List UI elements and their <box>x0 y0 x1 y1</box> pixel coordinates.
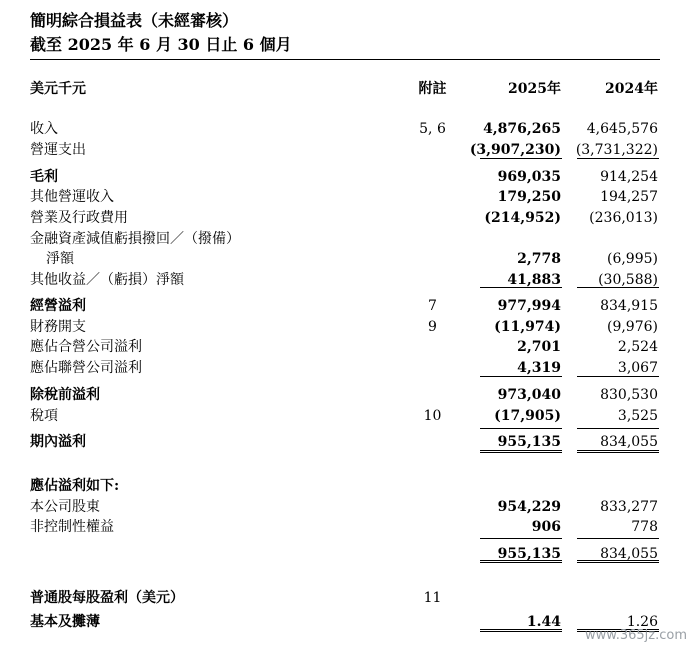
value-2025: 1.44 <box>526 614 561 630</box>
value-2024: (6,995) <box>606 251 658 267</box>
table-row <box>0 208 693 228</box>
value-2025: 969,035 <box>497 169 561 185</box>
value-2025: 4,876,265 <box>483 121 561 137</box>
row-label: 應佔聯營公司溢利 <box>30 360 142 376</box>
row-label: 經營溢利 <box>30 298 86 314</box>
row-label: 淨額 <box>46 251 74 267</box>
row-label: 其他收益／（虧損）淨額 <box>30 272 184 288</box>
watermark: www.365jz.com <box>585 628 687 643</box>
row-label: 營運支出 <box>30 142 86 158</box>
value-2025: (11,974) <box>494 319 561 335</box>
row-label: 營業及行政費用 <box>30 210 128 226</box>
header-rule <box>30 59 660 60</box>
value-2025: (3,907,230) <box>469 142 561 158</box>
value-2025: 2,778 <box>517 251 561 267</box>
table-row <box>0 317 693 337</box>
value-2025: 2,701 <box>517 339 561 355</box>
table-row <box>0 517 693 537</box>
year-2024-header: 2024年 <box>605 81 658 97</box>
column-header-row <box>0 79 693 99</box>
row-label: 金融資產減值虧損撥回／（撥備） <box>30 231 240 247</box>
table-row <box>0 296 693 316</box>
rule-2025 <box>480 158 562 159</box>
row-label: 財務開支 <box>30 319 86 335</box>
rule-2025 <box>480 538 562 539</box>
value-2024: 1.26 <box>626 614 658 630</box>
rule-2024 <box>577 158 659 159</box>
row-label: 毛利 <box>30 169 58 185</box>
value-2024: 3,525 <box>617 408 658 424</box>
year-2025-header: 2025年 <box>508 81 561 97</box>
statement-title: 簡明綜合損益表（未經審核） <box>30 11 239 30</box>
row-label: 除稅前溢利 <box>30 387 100 403</box>
row-note: 9 <box>428 319 437 335</box>
table-row <box>0 229 693 249</box>
row-note: 5, 6 <box>419 121 446 137</box>
table-row <box>0 358 693 378</box>
table-row <box>0 119 693 139</box>
value-2024: (3,731,322) <box>575 142 658 158</box>
value-2024: 194,257 <box>600 189 658 205</box>
value-2024: 834,055 <box>600 434 658 450</box>
table-row <box>0 249 693 269</box>
row-label: 基本及攤薄 <box>30 614 100 630</box>
value-2024: 833,277 <box>600 499 658 515</box>
value-2025: 954,229 <box>497 499 561 515</box>
row-label: 應佔溢利如下: <box>30 478 120 494</box>
value-2025: (214,952) <box>484 210 561 226</box>
table-row <box>0 337 693 357</box>
rule-2024 <box>577 538 659 539</box>
value-2024: 4,645,576 <box>586 121 658 137</box>
value-2025: 977,994 <box>497 298 561 314</box>
row-label: 稅項 <box>30 408 58 424</box>
row-label: 非控制性權益 <box>30 519 114 535</box>
value-2025: (17,905) <box>494 408 561 424</box>
rule-2025 <box>480 287 562 288</box>
row-note: 11 <box>423 590 442 606</box>
row-label: 應佔合營公司溢利 <box>30 339 142 355</box>
table-row <box>0 140 693 160</box>
table-row <box>0 432 693 452</box>
value-2025: 4,319 <box>517 360 561 376</box>
value-2024: (30,588) <box>598 272 658 288</box>
double-rule-2025 <box>480 450 562 453</box>
rule-2024 <box>577 428 659 429</box>
row-note: 7 <box>428 298 437 314</box>
double-rule-2025 <box>480 560 562 563</box>
row-label: 普通股每股盈利（美元） <box>30 590 184 606</box>
rule-2025 <box>480 428 562 429</box>
value-2025: 41,883 <box>507 272 561 288</box>
rule-2024 <box>577 376 659 377</box>
table-row <box>0 406 693 426</box>
value-2024: 914,254 <box>600 169 658 185</box>
value-2025: 179,250 <box>497 189 561 205</box>
value-2024: 778 <box>631 519 658 535</box>
value-2024: 834,915 <box>600 298 658 314</box>
table-row <box>0 497 693 517</box>
statement-period: 截至 2025 年 6 月 30 日止 6 個月 <box>30 35 292 54</box>
table-row <box>0 588 693 608</box>
unit-label: 美元千元 <box>30 81 86 97</box>
value-2025: 906 <box>531 519 561 535</box>
rule-2024 <box>577 287 659 288</box>
table-row <box>0 187 693 207</box>
value-2024: (236,013) <box>589 210 658 226</box>
row-label: 期內溢利 <box>30 434 86 450</box>
double-rule-2024 <box>577 560 659 563</box>
value-2024: 834,055 <box>600 546 658 562</box>
row-label: 收入 <box>30 121 58 137</box>
value-2025: 955,135 <box>497 546 561 562</box>
value-2024: 830,530 <box>600 387 658 403</box>
table-row <box>0 476 693 496</box>
value-2025: 955,135 <box>497 434 561 450</box>
value-2024: 2,524 <box>617 339 658 355</box>
table-row <box>0 385 693 405</box>
rule-2025 <box>480 376 562 377</box>
value-2024: (9,976) <box>606 319 658 335</box>
double-rule-2025 <box>480 629 562 632</box>
double-rule-2024 <box>577 450 659 453</box>
value-2024: 3,067 <box>617 360 658 376</box>
row-label: 本公司股東 <box>30 499 100 515</box>
row-note: 10 <box>423 408 442 424</box>
table-row <box>0 167 693 187</box>
value-2025: 973,040 <box>497 387 561 403</box>
note-header: 附註 <box>418 81 447 97</box>
row-label: 其他營運收入 <box>30 189 114 205</box>
